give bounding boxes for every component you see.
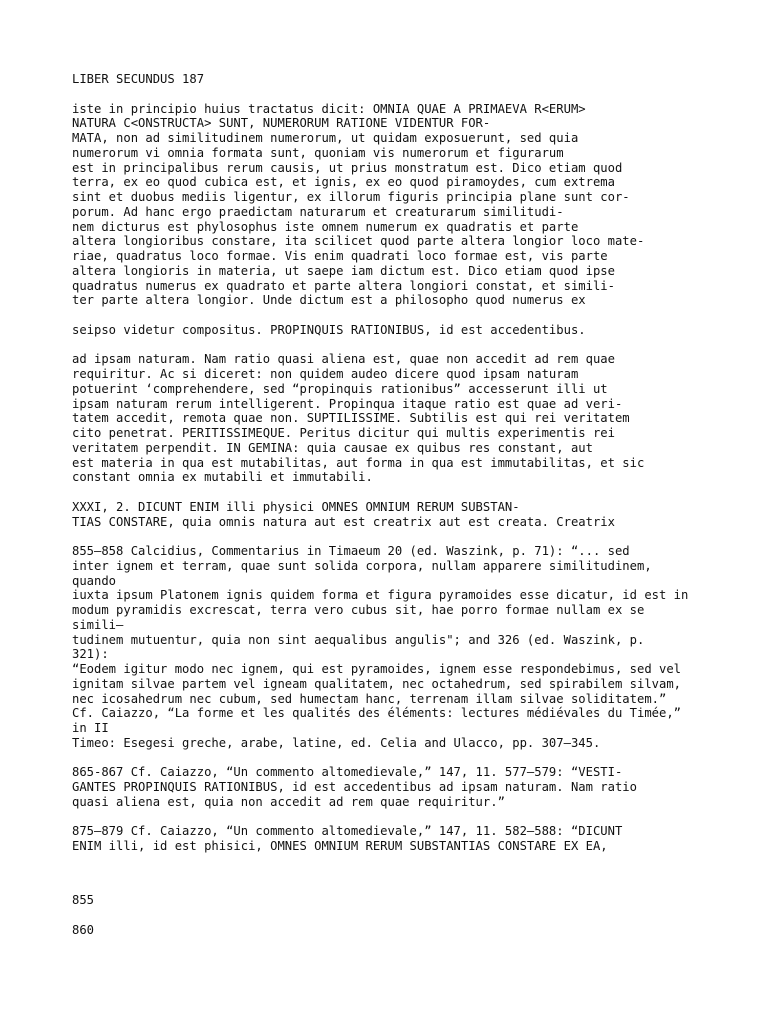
text-line: TIAS CONSTARE, quia omnis natura aut est creatrix aut est creata. Creatrix	[72, 514, 615, 529]
text-line: potuerint ‘comprehendere, sed “propinquis rationibus” accesserunt illi ut	[72, 381, 608, 396]
text-line: ENIM illi, id est phisici, OMNES OMNIUM RERUM SUBSTANTIAS CONSTARE EX EA,	[72, 839, 608, 853]
document-page	[72, 72, 732, 854]
text-line: sint et duobus mediis ligentur, ex illorum figuris principia plane sunt cor-	[72, 190, 630, 204]
text-line: inter ignem et terram, quae sunt solida corpora, nullam apparere similitudinem,	[72, 558, 652, 573]
text-line: in II	[72, 721, 109, 735]
line-number: 855	[72, 893, 95, 907]
text-line: requiritur. Ac si diceret: non quidem audeo dicere quod ipsam naturam	[72, 367, 579, 381]
commentary-paragraph-2	[72, 323, 732, 338]
text-line: MATA, non ad similitudinem numerorum, ut quidam exposuerunt, sed quia	[72, 131, 579, 145]
text-line: “Eodem igitur modo nec ignem, qui est pyramoides, ignem esse respondebimus, sed vel	[72, 662, 682, 676]
text-line: altera longioris in materia, ut saepe iam dictum est. Dico etiam quod ipse	[72, 263, 615, 278]
text-line: est materia in qua est mutabilitas, aut forma in qua est immutabilitas, et sic	[72, 455, 645, 470]
text-line: seipso videtur compositus. PROPINQUIS RATIONIBUS, id est accedentibus.	[72, 322, 586, 337]
text-line: ad ipsam naturam. Nam ratio quasi aliena est, quae non accedit ad rem quae	[72, 352, 615, 367]
commentary-paragraph-3	[72, 352, 732, 485]
text-line: XXXI, 2. DICUNT ENIM illi physici OMNES OMNIUM RERUM SUBSTAN-	[72, 499, 520, 514]
commentary-paragraph-1	[72, 102, 732, 309]
text-line: 865-867 Cf. Caiazzo, “Un commento altomedievale,” 147, 11. 577—579: “VESTI-	[72, 765, 623, 780]
text-line: quasi aliena est, quia non accedit ad rem quae requiritur.”	[72, 794, 505, 809]
text-line: riae, quadratus loco formae. Vis enim quadrati loco formae est, vis parte	[72, 249, 608, 263]
text-line: quadratus numerus ex quadrato et parte altera longiori constat, et simili-	[72, 278, 615, 293]
apparatus-note-855-858	[72, 544, 732, 751]
text-line: tudinem mutuentur, quia non sint aequalibus angulis"; and 326 (ed. Waszink, p.	[72, 632, 645, 647]
text-line: modum pyramidis excrescat, terra vero cubus sit, hae porro formae nullam ex se	[72, 603, 645, 617]
text-line: tatem accedit, remota quae non. SUPTILISSIME. Subtilis est qui rei veritatem	[72, 411, 630, 426]
text-line: iuxta ipsum Platonem ignis quidem forma et figura pyramoides esse dicatur, id est in	[72, 588, 689, 603]
text-line: cito penetrat. PERITISSIMEQUE. Peritus dicitur qui multis experimentis rei	[72, 426, 615, 440]
text-line: 875—879 Cf. Caiazzo, “Un commento altomedievale,” 147, 11. 582—588: “DICUNT	[72, 824, 623, 839]
apparatus-note-865-867	[72, 765, 732, 809]
text-line: ter parte altera longior. Unde dictum est a philosopho quod numerus ex	[72, 293, 586, 308]
text-line: numerorum vi omnia formata sunt, quoniam vis numerorum et figurarum	[72, 145, 564, 160]
text-line: simili—	[72, 617, 124, 632]
text-line: Timeo: Esegesi greche, arabe, latine, ed. Celia and Ulacco, pp. 307—345.	[72, 735, 601, 750]
text-line: nec icosahedrum nec cubum, sed humectam hanc, terrenam illam silvae soliditatem.”	[72, 691, 667, 706]
line-number: 860	[72, 922, 95, 937]
text-line: ipsam naturam rerum intelligerent. Propinqua itaque ratio est quae ad veri-	[72, 396, 623, 411]
margin-line-numbers	[72, 893, 94, 938]
text-line: porum. Ad hanc ergo praedictam naturarum et creaturarum similitudi-	[72, 204, 564, 219]
text-line: 855—858 Calcidius, Commentarius in Timaeum 20 (ed. Waszink, p. 71): “... sed	[72, 544, 630, 558]
text-line: veritatem perpendit. IN GEMINA: quia causae ex quibus res constant, aut	[72, 440, 593, 455]
text-line: nem dicturus est phylosophus iste omnem numerum ex quadratis et parte	[72, 219, 579, 234]
text-line: ignitam silvae partem vel igneam qualitatem, nec octahedrum, sed spirabilem silvam,	[72, 676, 682, 691]
text-line: quando	[72, 573, 117, 588]
text-line: Cf. Caiazzo, “La forme et les qualités des éléments: lectures médiévales du Timée,”	[72, 706, 682, 721]
text-line: est in principalibus rerum causis, ut prius monstratum est. Dico etiam quod	[72, 160, 623, 175]
text-line: 321):	[72, 647, 109, 662]
commentary-paragraph-4	[72, 500, 732, 530]
apparatus-note-875-879	[72, 824, 732, 854]
text-line: terra, ex eo quod cubica est, et ignis, ex eo quod piramoydes, cum extrema	[72, 175, 615, 190]
text-line: NATURA C<ONSTRUCTA> SUNT, NUMERORUM RATIONE VIDENTUR FOR-	[72, 116, 491, 131]
text-line: constant omnia ex mutabili et immutabili.	[72, 470, 373, 485]
text-line: iste in principio huius tractatus dicit: OMNIA QUAE A PRIMAEVA R<ERUM>	[72, 101, 586, 116]
text-line: GANTES PROPINQUIS RATIONIBUS, id est accedentibus ad ipsam naturam. Nam ratio	[72, 780, 637, 794]
running-header: LIBER SECUNDUS 187	[72, 72, 205, 86]
text-line: altera longioribus constare, ita scilicet quod parte altera longior loco mate-	[72, 234, 645, 249]
